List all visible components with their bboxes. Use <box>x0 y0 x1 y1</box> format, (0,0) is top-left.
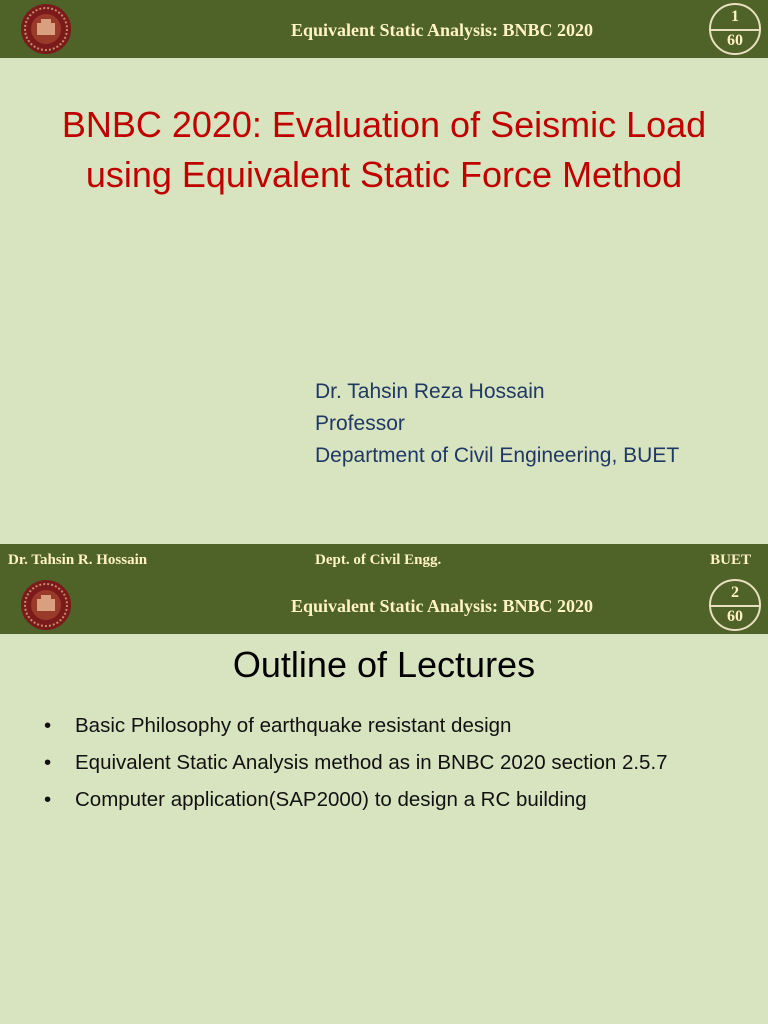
page-number-badge <box>709 579 761 631</box>
page-total: 60 <box>727 32 743 49</box>
slide-footer <box>0 544 768 576</box>
header-title: Equivalent Static Analysis: BNBC 2020 <box>290 596 594 616</box>
page-total: 60 <box>727 608 743 625</box>
page-number-badge <box>709 3 761 55</box>
author-department: Department of Civil Engineering, BUET <box>315 444 680 467</box>
list-item: • Computer application(SAP2000) to design a RC building <box>44 788 668 825</box>
author-position: Professor <box>315 412 405 435</box>
title-line-1: BNBC 2020: Evaluation of Seismic Load <box>61 104 707 145</box>
footer-institution: BUET <box>710 552 751 568</box>
slide-header <box>0 0 768 58</box>
header-title: Equivalent Static Analysis: BNBC 2020 <box>290 20 594 40</box>
page-number: 2 <box>731 584 739 601</box>
slide-title <box>0 100 768 200</box>
outline-list <box>44 714 668 825</box>
footer-department: Dept. of Civil Engg. <box>315 552 442 568</box>
slide-2 <box>0 576 768 1024</box>
title-line-2: using Equivalent Static Force Method <box>85 154 683 195</box>
author-block <box>315 376 679 472</box>
author-name: Dr. Tahsin Reza Hossain <box>315 380 545 403</box>
page-number: 1 <box>731 8 739 25</box>
footer-author: Dr. Tahsin R. Hossain <box>8 552 148 568</box>
list-item: • Basic Philosophy of earthquake resistant design <box>44 714 668 751</box>
list-item: • Equivalent Static Analysis method as in BNBC 2020 section 2.5.7 <box>44 751 668 788</box>
slide-title: Outline of Lectures <box>232 644 536 685</box>
slide-header <box>0 576 768 634</box>
